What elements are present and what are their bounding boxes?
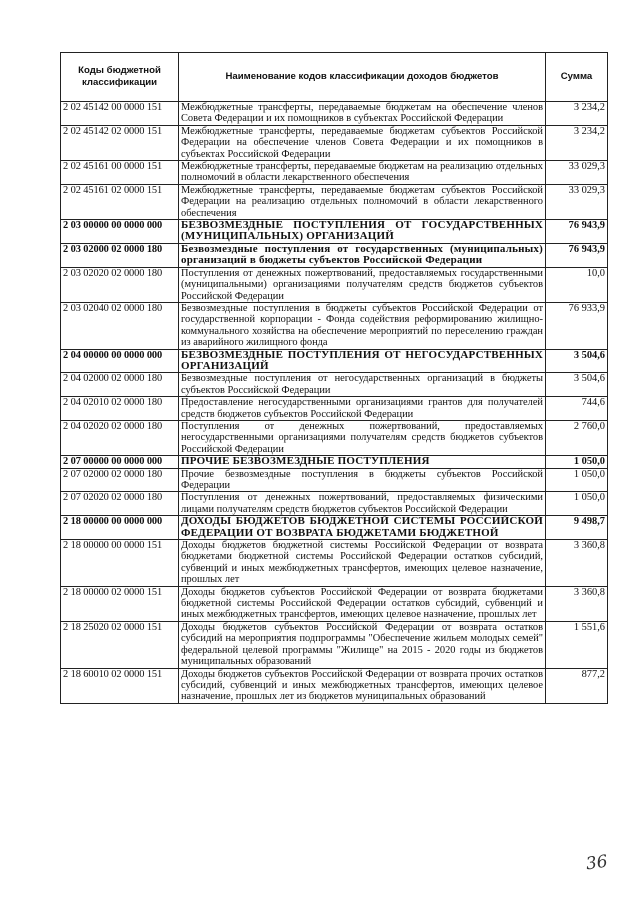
page-number: 36 bbox=[584, 851, 609, 875]
name-cell: Поступления от денежных пожертвований, предоставляемых негосударственными организациями получателям средств бюджетов субъектов Российской Федерации bbox=[179, 420, 546, 455]
sum-cell: 3 234,2 bbox=[546, 102, 608, 126]
budget-revenue-table bbox=[60, 52, 608, 704]
code-cell: 2 03 02040 02 0000 180 bbox=[61, 302, 179, 349]
name-cell: Межбюджетные трансферты, передаваемые бюджетам субъектов Российской Федерации на реализацию отдельных полномочий в области лекарственного обеспечения bbox=[179, 184, 546, 219]
code-cell: 2 18 25020 02 0000 151 bbox=[61, 621, 179, 668]
table-row bbox=[61, 267, 608, 302]
code-cell: 2 02 45142 00 0000 151 bbox=[61, 102, 179, 126]
table-row bbox=[61, 456, 608, 468]
name-cell: Поступления от денежных пожертвований, предоставляемых государственными (муниципальными) организациями получателям средств бюджетов субъектов Российской Федерации bbox=[179, 267, 546, 302]
sum-cell: 1 050,0 bbox=[546, 468, 608, 492]
code-cell: 2 04 02020 02 0000 180 bbox=[61, 420, 179, 455]
table-row bbox=[61, 349, 608, 373]
name-cell: Безвозмездные поступления в бюджеты субъектов Российской Федерации от государственной корпорации - Фонда содействия реформированию жилищно-коммунального хозяйства на обеспечение мероприятий по переселению граждан из аварийного жилищного фонда bbox=[179, 302, 546, 349]
code-cell: 2 02 45161 02 0000 151 bbox=[61, 184, 179, 219]
table-body bbox=[61, 102, 608, 704]
name-cell: Безвозмездные поступления от негосударственных организаций в бюджеты субъектов Российской Федерации bbox=[179, 373, 546, 397]
table-row bbox=[61, 516, 608, 540]
sum-cell: 76 943,9 bbox=[546, 243, 608, 267]
code-cell: 2 03 02020 02 0000 180 bbox=[61, 267, 179, 302]
header-code: Коды бюджетной классификации bbox=[61, 53, 179, 102]
code-cell: 2 18 00000 00 0000 151 bbox=[61, 540, 179, 587]
table-row bbox=[61, 586, 608, 621]
sum-cell: 2 760,0 bbox=[546, 420, 608, 455]
header-sum: Сумма bbox=[546, 53, 608, 102]
sum-cell: 76 943,9 bbox=[546, 220, 608, 244]
name-cell: Доходы бюджетов бюджетной системы Российской Федерации от возврата бюджетами бюджетной системы Российской Федерации остатков субсидий, субвенций и иных межбюджетных трансфертов, имеющих целевое назначение, прошлых лет bbox=[179, 540, 546, 587]
sum-cell: 9 498,7 bbox=[546, 516, 608, 540]
name-cell: Поступления от денежных пожертвований, предоставляемых физическими лицами получателям средств бюджетов субъектов Российской Федерации bbox=[179, 492, 546, 516]
sum-cell: 3 234,2 bbox=[546, 125, 608, 160]
name-cell: БЕЗВОЗМЕЗДНЫЕ ПОСТУПЛЕНИЯ ОТ ГОСУДАРСТВЕННЫХ (МУНИЦИПАЛЬНЫХ) ОРГАНИЗАЦИЙ bbox=[179, 220, 546, 244]
name-cell: ДОХОДЫ БЮДЖЕТОВ БЮДЖЕТНОЙ СИСТЕМЫ РОССИЙСКОЙ ФЕДЕРАЦИИ ОТ ВОЗВРАТА БЮДЖЕТАМИ БЮДЖЕТНОЙ bbox=[179, 516, 546, 540]
table-row bbox=[61, 668, 608, 703]
code-cell: 2 03 00000 00 0000 000 bbox=[61, 220, 179, 244]
name-cell: Доходы бюджетов субъектов Российской Федерации от возврата бюджетами бюджетной системы Российской Федерации остатков субсидий, субвенций и иных межбюджетных трансфертов, имеющих целевое назначение, прошлых лет bbox=[179, 586, 546, 621]
code-cell: 2 04 02010 02 0000 180 bbox=[61, 397, 179, 421]
code-cell: 2 18 60010 02 0000 151 bbox=[61, 668, 179, 703]
code-cell: 2 07 02020 02 0000 180 bbox=[61, 492, 179, 516]
table-row bbox=[61, 243, 608, 267]
table-row bbox=[61, 397, 608, 421]
code-cell: 2 07 00000 00 0000 000 bbox=[61, 456, 179, 468]
name-cell: Межбюджетные трансферты, передаваемые бюджетам субъектов Российской Федерации на обеспечение членов Совета Федерации и их помощников в субъектах Российской Федерации bbox=[179, 125, 546, 160]
table-row bbox=[61, 420, 608, 455]
table-header bbox=[61, 53, 608, 102]
sum-cell: 1 551,6 bbox=[546, 621, 608, 668]
name-cell: ПРОЧИЕ БЕЗВОЗМЕЗДНЫЕ ПОСТУПЛЕНИЯ bbox=[179, 456, 546, 468]
table-row bbox=[61, 540, 608, 587]
name-cell: Межбюджетные трансферты, передаваемые бюджетам на реализацию отдельных полномочий в области лекарственного обеспечения bbox=[179, 161, 546, 185]
code-cell: 2 04 02000 02 0000 180 bbox=[61, 373, 179, 397]
name-cell: Предоставление негосударственными организациями грантов для получателей средств бюджетов субъектов Российской Федерации bbox=[179, 397, 546, 421]
sum-cell: 33 029,3 bbox=[546, 161, 608, 185]
code-cell: 2 18 00000 02 0000 151 bbox=[61, 586, 179, 621]
table-row bbox=[61, 302, 608, 349]
sum-cell: 1 050,0 bbox=[546, 492, 608, 516]
sum-cell: 3 360,8 bbox=[546, 540, 608, 587]
sum-cell: 10,0 bbox=[546, 267, 608, 302]
name-cell: Прочие безвозмездные поступления в бюджеты субъектов Российской Федерации bbox=[179, 468, 546, 492]
name-cell: Доходы бюджетов субъектов Российской Федерации от возврата прочих остатков субсидий, субвенций и иных межбюджетных трансфертов, имеющих целевое назначение, прошлых лет из бюджетов муниципальных образований bbox=[179, 668, 546, 703]
sum-cell: 33 029,3 bbox=[546, 184, 608, 219]
sum-cell: 3 504,6 bbox=[546, 373, 608, 397]
name-cell: Межбюджетные трансферты, передаваемые бюджетам на обеспечение членов Совета Федерации и их помощников в субъектах Российской Федерации bbox=[179, 102, 546, 126]
code-cell: 2 04 00000 00 0000 000 bbox=[61, 349, 179, 373]
table-row bbox=[61, 492, 608, 516]
code-cell: 2 07 02000 02 0000 180 bbox=[61, 468, 179, 492]
code-cell: 2 02 45161 00 0000 151 bbox=[61, 161, 179, 185]
sum-cell: 744,6 bbox=[546, 397, 608, 421]
header-name: Наименование кодов классификации доходов бюджетов bbox=[179, 53, 546, 102]
table-row bbox=[61, 468, 608, 492]
table-row bbox=[61, 184, 608, 219]
table-row bbox=[61, 125, 608, 160]
sum-cell: 1 050,0 bbox=[546, 456, 608, 468]
table-row bbox=[61, 373, 608, 397]
table-row bbox=[61, 621, 608, 668]
sum-cell: 877,2 bbox=[546, 668, 608, 703]
name-cell: Доходы бюджетов субъектов Российской Федерации от возврата остатков субсидий на мероприятия подпрограммы "Обеспечение жильем молодых семей" федеральной целевой программы "Жилище" на 2015 - 2020 годы из бюджетов муниципальных образований bbox=[179, 621, 546, 668]
code-cell: 2 18 00000 00 0000 000 bbox=[61, 516, 179, 540]
sum-cell: 76 933,9 bbox=[546, 302, 608, 349]
table-row bbox=[61, 161, 608, 185]
code-cell: 2 02 45142 02 0000 151 bbox=[61, 125, 179, 160]
code-cell: 2 03 02000 02 0000 180 bbox=[61, 243, 179, 267]
name-cell: БЕЗВОЗМЕЗДНЫЕ ПОСТУПЛЕНИЯ ОТ НЕГОСУДАРСТВЕННЫХ ОРГАНИЗАЦИЙ bbox=[179, 349, 546, 373]
sum-cell: 3 504,6 bbox=[546, 349, 608, 373]
table-row bbox=[61, 102, 608, 126]
sum-cell: 3 360,8 bbox=[546, 586, 608, 621]
name-cell: Безвозмездные поступления от государственных (муниципальных) организаций в бюджеты субъектов Российской Федерации bbox=[179, 243, 546, 267]
table-row bbox=[61, 220, 608, 244]
